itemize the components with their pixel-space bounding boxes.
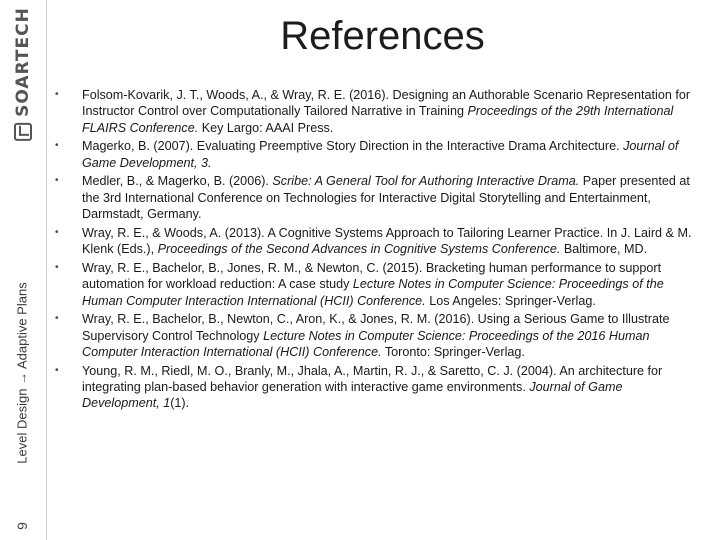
reference-run: Medler, B., & Magerko, B. (2006). bbox=[82, 174, 273, 189]
sidebar-divider bbox=[46, 0, 47, 540]
slide-title: References bbox=[280, 14, 485, 58]
reference-italic-run: Lecture Notes in Computer Science: Proceedings of the Human Computer Interaction International (HCII) Conference. bbox=[82, 277, 664, 308]
arrow-right-icon: → bbox=[14, 371, 30, 385]
reference-italic-run: Lecture Notes in Computer Science: Proceedings of the 2016 Human Computer Interaction International (HCII) Conference. bbox=[82, 328, 650, 359]
reference-italic-run: Scribe: A General Tool for Authoring Interactive Drama. bbox=[272, 174, 580, 189]
reference-run: Wray, R. E., Bachelor, B., Jones, R. M., & Newton, C. (2015). Bracketing human performance to support automation for workload reduction: A case study bbox=[82, 260, 662, 292]
reference-run: Folsom-Kovarik, J. T., Woods, A., & Wray, R. E. (2016). Designing an Authorable Scenario Representation for Instructor Control over Computationally Tailored Narrative in Training bbox=[82, 88, 691, 119]
section-label bbox=[15, 282, 30, 463]
reference-run: Young, R. M., Riedl, M. O., Branly, M., Jhala, A., Martin, R. J., & Saretto, C. J. (2004). An architecture for integrating plan-based behavior generation with interactive game environments. bbox=[82, 363, 663, 395]
soartech-logo bbox=[13, 7, 33, 141]
reference-run: Wray, R. E., & Woods, A. (2013). A Cognitive Systems Approach to Tailoring Learner Practice. In J. Laird & M. Klenk (Eds.), bbox=[82, 225, 692, 257]
reference-text bbox=[82, 261, 664, 308]
reference-run: Toronto: Springer-Verlag. bbox=[381, 344, 525, 359]
reference-italic-run: Proceedings of the 29th International FLAIRS Conference. bbox=[82, 104, 674, 135]
bullet-icon: • bbox=[55, 226, 59, 238]
reference-run: Paper presented at the 3rd International Conference on Technologies for Interactive Digital Storytelling and Entertainment, Darmstadt, Germany. bbox=[82, 174, 690, 222]
reference-item bbox=[55, 225, 695, 258]
reference-list bbox=[55, 87, 695, 414]
logo-text: SOARTECH bbox=[13, 7, 33, 117]
reference-text bbox=[82, 226, 691, 256]
reference-item bbox=[55, 363, 695, 412]
reference-italic-run: Journal of Game Development, 3. bbox=[82, 139, 679, 170]
sidebar bbox=[0, 0, 46, 540]
reference-italic-run: Journal of Game Development, 1 bbox=[82, 380, 623, 411]
bullet-icon: • bbox=[55, 261, 59, 273]
section-label-left: Level Design bbox=[14, 388, 30, 464]
reference-text bbox=[82, 88, 690, 135]
section-label-right: Adaptive Plans bbox=[14, 282, 30, 370]
bullet-icon: • bbox=[55, 313, 59, 325]
reference-run: Key Largo: AAAI Press. bbox=[198, 120, 334, 135]
reference-run: Wray, R. E., Bachelor, B., Newton, C., Aron, K., & Jones, R. M. (2016). Using a Serious Game to Illustrate Supervisory Control Technology bbox=[82, 312, 670, 343]
reference-item bbox=[55, 87, 695, 136]
reference-item bbox=[55, 138, 695, 171]
reference-run: Los Angeles: Springer-Verlag. bbox=[425, 293, 596, 308]
reference-run: (1). bbox=[170, 396, 190, 411]
bullet-icon: • bbox=[55, 140, 59, 152]
reference-item bbox=[55, 311, 695, 360]
reference-text bbox=[82, 174, 690, 221]
bullet-icon: • bbox=[55, 89, 59, 100]
page-number: 9 bbox=[14, 522, 30, 530]
reference-item bbox=[55, 260, 695, 309]
bullet-icon: • bbox=[55, 175, 59, 187]
reference-item bbox=[55, 173, 695, 222]
reference-run: Baltimore, MD. bbox=[560, 242, 648, 257]
bullet-icon: • bbox=[55, 364, 59, 376]
reference-text bbox=[82, 312, 669, 359]
logo-mark-icon bbox=[14, 123, 32, 141]
reference-italic-run: Proceedings of the Second Advances in Cognitive Systems Conference. bbox=[157, 242, 561, 257]
reference-run: Magerko, B. (2007). Evaluating Preemptive Story Direction in the Interactive Drama Architecture. bbox=[82, 139, 624, 154]
reference-text bbox=[82, 139, 678, 169]
reference-text bbox=[82, 364, 662, 411]
